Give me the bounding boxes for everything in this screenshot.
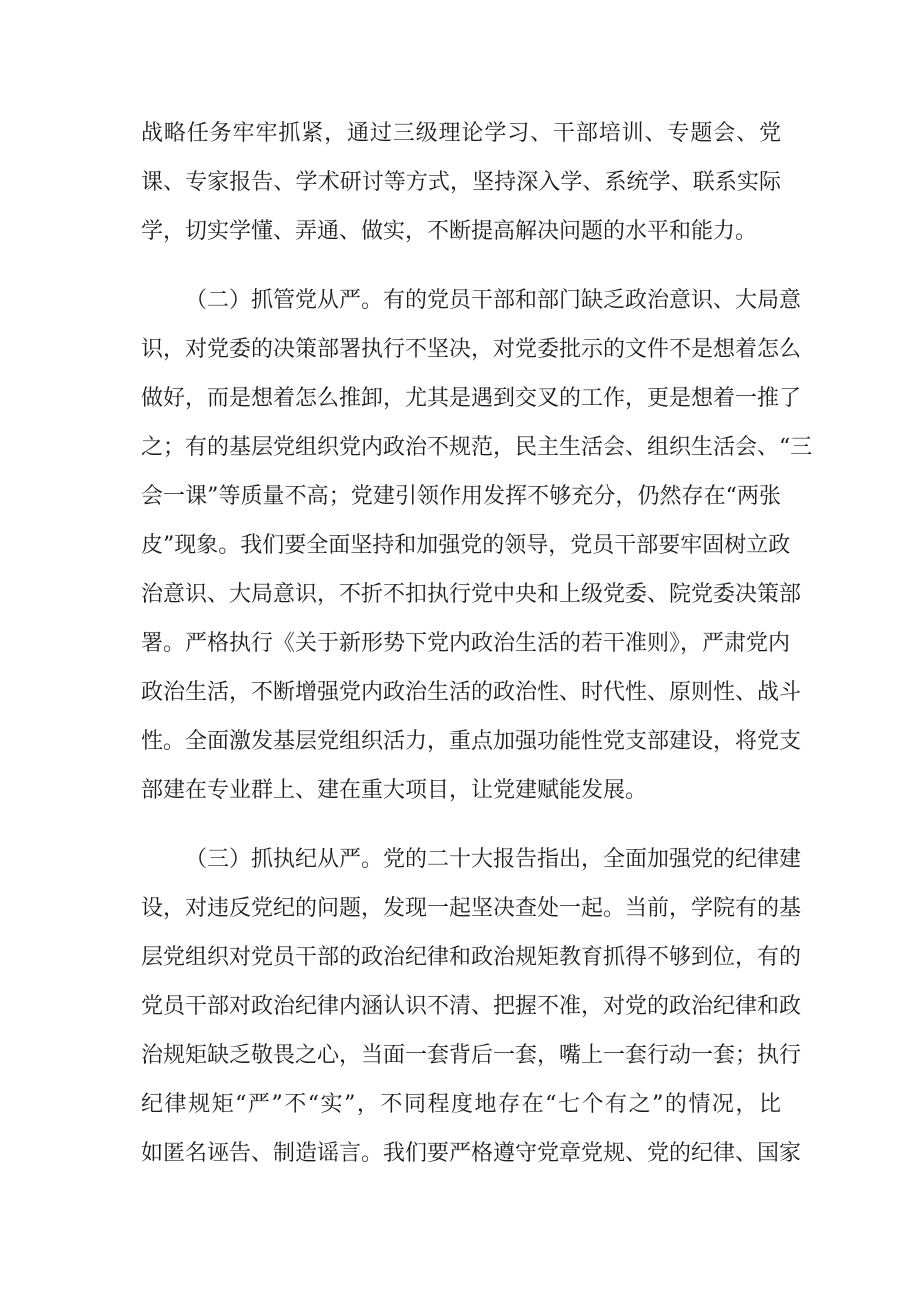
paragraph-3-line-7: 如匿名诬告、制造谣言。我们要严格遵守党章党规、党的纪律、国家 [141,1141,802,1166]
paragraph-2-line-9: 政治生活，不断增强党内政治生活的政治性、时代性、原则性、战斗 [141,680,802,705]
paragraph-2-line-4: 之；有的基层党组织党内政治不规范，民主生活会、组织生活会、“三 [141,435,813,460]
paragraph-2-line-10: 性。全面激发基层党组织活力，重点加强功能性党支部建设，将党支 [141,729,802,754]
paragraph-2-line-7: 治意识、大局意识，不折不扣执行党中央和上级党委、院党委决策部 [141,582,802,607]
paragraph-3-line-3: 层党组织对党员干部的政治纪律和政治规矩教育抓得不够到位，有的 [141,945,802,970]
paragraph-3-line-5: 治规矩缺乏敬畏之心，当面一套背后一套，嘴上一套行动一套；执行 [141,1043,802,1068]
paragraph-2-line-2: 识，对党委的决策部署执行不坚决，对党委批示的文件不是想着怎么 [141,337,802,362]
paragraph-2-line-5: 会一课”等质量不高；党建引领作用发挥不够充分，仍然存在“两张 [141,484,781,509]
paragraph-3-line-4: 党员干部对政治纪律内涵认识不清、把握不准，对党的政治纪律和政 [141,994,802,1019]
paragraph-1-line-1: 战略任务牢牢抓紧，通过三级理论学习、干部培训、专题会、党 [141,121,781,146]
paragraph-3-line-2: 设，对违反党纪的问题，发现一起坚决查处一起。当前，学院有的基 [141,896,802,921]
paragraph-2-line-8: 署。严格执行《关于新形势下党内政治生活的若干准则》，严肃党内 [141,631,791,656]
paragraph-1-line-3: 学，切实学懂、弄通、做实，不断提高解决问题的水平和能力。 [141,219,758,244]
paragraph-2-line-1: （二）抓管党从严。有的党员干部和部门缺乏政治意识、大局意 [185,288,802,313]
paragraph-2-line-3: 做好，而是想着怎么推卸，尤其是遇到交叉的工作，更是想着一推了 [141,386,802,411]
paragraph-3-line-1: （三）抓执纪从严。党的二十大报告指出，全面加强党的纪律建 [185,847,802,872]
paragraph-1-line-2: 课、专家报告、学术研讨等方式，坚持深入学、系统学、联系实际 [141,170,781,195]
paragraph-3-line-6: 纪律规矩“严”不“实”，不同程度地存在“七个有之”的情况，比 [141,1092,781,1117]
paragraph-2-line-11: 部建在专业群上、建在重大项目，让党建赋能发展。 [141,778,648,803]
paragraph-2-line-6: 皮”现象。我们要全面坚持和加强党的领导，党员干部要牢固树立政 [141,533,791,558]
